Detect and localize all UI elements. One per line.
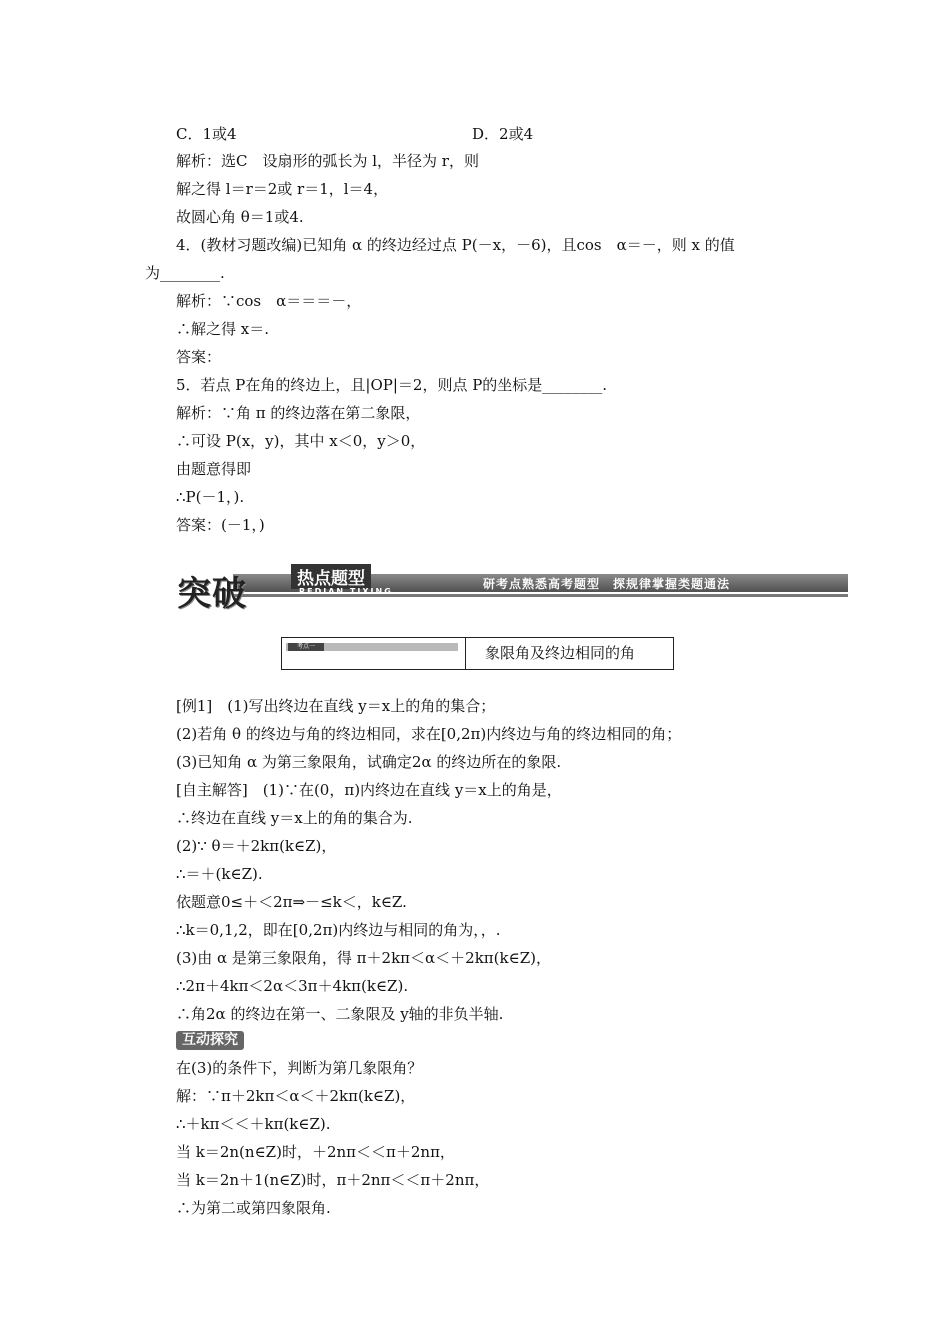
text-line: ∴解之得 x＝.: [176, 320, 269, 338]
text-line: ∴k＝0,1,2，即在[0,2π)内终边与相同的角为，，.: [176, 921, 501, 939]
text-line: (3)已知角 α 为第三象限角，试确定2α 的终边所在的象限.: [176, 753, 562, 771]
text-line: ∴为第二或第四象限角.: [176, 1199, 331, 1217]
text-line: 解：∵π＋2kπ＜α＜＋2kπ(k∈Z)，: [176, 1087, 416, 1105]
text-line: 解析：选C 设扇形的弧长为 l，半径为 r，则: [176, 152, 479, 170]
text-line: (2)若角 θ 的终边与角的终边相同，求在[0,2π)内终边与角的终边相同的角；: [176, 725, 682, 743]
text-line: [自主解答] (1)∵在(0，π)内终边在直线 y＝x上的角是，: [176, 781, 562, 799]
text-line: 当 k＝2n＋1(n∈Z)时，π＋2nπ＜＜π＋2nπ，: [176, 1171, 490, 1189]
text-line: ∴＋kπ＜＜＋kπ(k∈Z).: [176, 1115, 331, 1133]
text-line: D．2或4: [472, 125, 534, 143]
banner-slogan: 研考点熟悉高考题型 探规律掌握类题通法: [483, 577, 731, 591]
banner-title: 突破: [177, 574, 247, 614]
text-line: ∴角2α 的终边在第一、二象限及 y轴的非负半轴.: [176, 1005, 504, 1023]
text-line: 当 k＝2n(n∈Z)时，＋2nπ＜＜π＋2nπ，: [176, 1143, 455, 1161]
text-line: ∴2π＋4kπ＜2α＜3π＋4kπ(k∈Z).: [176, 977, 409, 995]
text-line: (3)由 α 是第三象限角，得 π＋2kπ＜α＜＋2kπ(k∈Z)，: [176, 949, 551, 967]
text-line: 4．(教材习题改编)已知角 α 的终边经过点 P(－x，－6)，且cos α＝－，则 x 的值: [176, 236, 735, 254]
banner-pinyin: REDIAN TIXING: [299, 587, 393, 596]
text-line: 答案：(－1，): [176, 516, 265, 534]
text-line: 解析：∵角 π 的终边落在第二象限，: [176, 404, 421, 422]
section-banner: [173, 566, 848, 614]
topic-box: [281, 637, 674, 670]
text-line: ∴终边在直线 y＝x上的角的集合为.: [176, 809, 413, 827]
topic-box-label-cell: [282, 638, 466, 669]
text-line: ∴＝＋(k∈Z).: [176, 865, 263, 883]
text-line: ∴P(－1，).: [176, 488, 245, 506]
text-line: 由题意得即: [176, 460, 252, 478]
text-line: 为________.: [145, 264, 225, 282]
text-line: 解之得 l＝r＝2或 r＝1，l＝4，: [176, 180, 389, 198]
topic-chip: 考点一: [288, 643, 324, 651]
banner-tag: 热点题型: [291, 564, 371, 589]
text-line: 解析：∵cos α＝＝＝－，: [176, 292, 362, 310]
text-line: ∴可设 P(x，y)，其中 x＜0，y＞0，: [176, 432, 426, 450]
text-line: 在(3)的条件下，判断为第几象限角？: [176, 1059, 423, 1077]
text-line: 依题意0≤＋＜2π⇒－≤k＜，k∈Z.: [176, 893, 407, 911]
interactive-explore-label: 互动探究: [176, 1031, 244, 1050]
text-line: 故圆心角 θ＝1或4.: [176, 208, 304, 226]
text-line: 5．若点 P在角的终边上，且|OP|＝2，则点 P的坐标是________.: [176, 376, 608, 394]
text-line: [例1] (1)写出终边在直线 y＝x上的角的集合；: [176, 697, 496, 715]
text-line: C．1或4: [176, 125, 237, 143]
topic-title: 象限角及终边相同的角: [485, 644, 636, 662]
text-line: 答案：: [176, 348, 222, 366]
text-line: (2)∵ θ＝＋2kπ(k∈Z)，: [176, 837, 337, 855]
